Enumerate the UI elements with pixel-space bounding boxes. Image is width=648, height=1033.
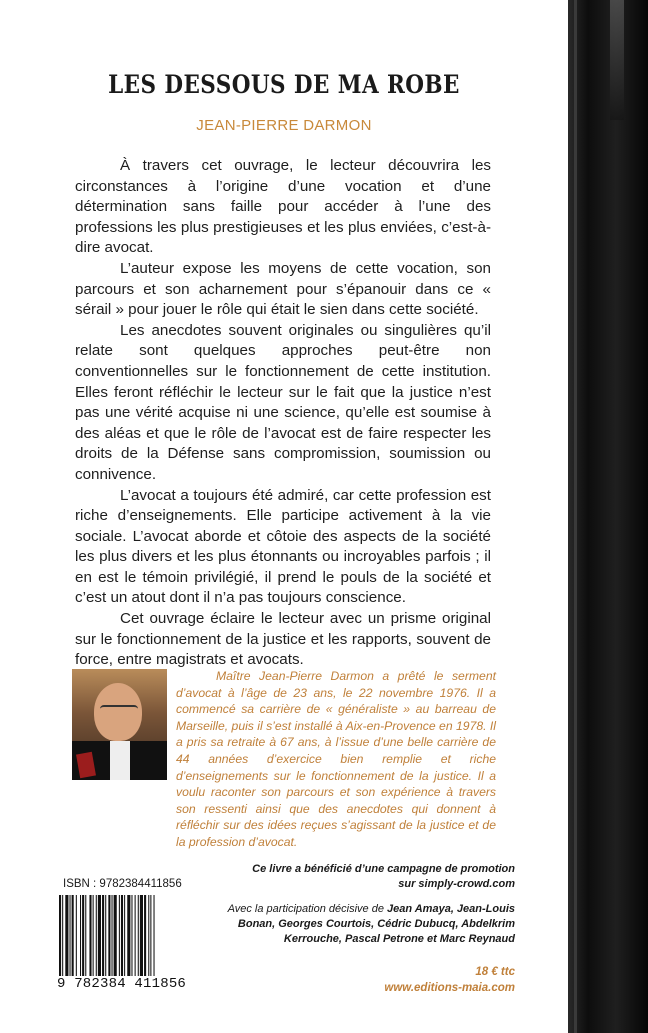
barcode-bar xyxy=(70,895,71,977)
barcode-bar xyxy=(150,895,151,977)
publisher-website: www.editions-maia.com xyxy=(384,982,515,994)
barcode-bar xyxy=(93,895,94,977)
price-block xyxy=(330,964,515,996)
barcode-bar xyxy=(119,895,120,977)
barcode-bar xyxy=(102,895,104,977)
barcode-bar xyxy=(108,895,110,977)
photo-shirt xyxy=(110,741,130,780)
barcode-bar xyxy=(80,895,81,977)
barcode-bar xyxy=(96,895,97,977)
summary-paragraph: Les anecdotes souvent originales ou singulières qu’il relate sont quelques approches peut-être non conventionnelles sur le fonctionnement de cette institution. Elles feront réfléchir le lecteur sur le fait que la justice n’est pas une vérité acquise ni une science, qu’elle est soumise à des aléas et que le rôle de l’avocat est de faire respecter les droits de la Défense sans compromission, soumission ou connivence. xyxy=(75,321,491,483)
isbn-label: ISBN : 9782384411856 xyxy=(63,878,182,890)
photo-glasses xyxy=(100,705,138,716)
barcode-bar xyxy=(82,895,84,977)
barcode-bar xyxy=(89,895,91,977)
summary-paragraph: À travers cet ouvrage, le lecteur découvrira les circonstances à l’origine d’une vocation et d’une détermination sans faille pour accéder à l’une des professions les plus prestigieuses et les plus enviées, c’est-à-dire avocat. xyxy=(75,157,491,257)
author-photo xyxy=(72,669,167,780)
author-bio xyxy=(176,668,496,851)
summary-paragraph: Cet ouvrage éclaire le lecteur avec un prisme original sur le fonctionnement de la justice et les rapports, souvent de force, entre magistrats et avocats. xyxy=(75,610,491,669)
promo-line: Ce livre a bénéficié d’une campagne de promotion xyxy=(252,863,515,875)
promo-note xyxy=(250,862,515,892)
barcode-bar xyxy=(65,895,68,977)
barcode-bar xyxy=(131,895,132,977)
barcode-bar xyxy=(154,895,155,977)
barcode-bar xyxy=(112,895,113,977)
barcode-bar xyxy=(138,895,139,977)
barcode-bar xyxy=(72,895,74,977)
participation-names: Jean Amaya, Jean-Louis Bonan, Georges Courtois, Cédric Dubucq, Abdelkrim Kerrouche, Pascal Petrone et Marc Reynaud xyxy=(237,903,515,945)
barcode-bar xyxy=(114,895,117,977)
barcode-bar xyxy=(144,895,146,977)
spine-shine xyxy=(610,0,624,120)
bio-text: Maître Jean-Pierre Darmon a prêté le serment d’avocat à l’âge de 23 ans, le 22 novembre 1976. Il a commencé sa carrière de « généraliste » au barreau de Marseille, puis il s’est installé à Aix-en-Provence en 1978. Il a pris sa retraite à 67 ans, à l’issue d’une belle carrière de 44 années d’exercice bien remplie et riche d’enseignements sur le fonctionnement de la justice. Il a voulu raconter son parcours et son expérience à travers son ressenti ainsi que des anecdotes qui donnent à réfléchir sur des idées reçues s’agissant de la justice et de la profession d’avocat. xyxy=(176,669,496,849)
book-spine xyxy=(568,0,648,1033)
summary-paragraph: L’avocat a toujours été admiré, car cette profession est riche d’enseignements. Elle participe activement à la vie sociale. L’avocat aborde et côtoie des aspects de la société les plus divers et les plus étonnants ou incroyables parfois ; il en est le témoin privilégié, il prend le pouls de la société et c’est un atout dont il n’a pas toujours conscience. xyxy=(75,486,491,607)
price: 18 € ttc xyxy=(475,966,515,978)
barcode-bar xyxy=(98,895,101,977)
barcode-bar xyxy=(62,895,63,977)
book-author: JEAN-PIERRE DARMON xyxy=(196,117,372,134)
barcode-bar xyxy=(140,895,143,977)
barcode-bar xyxy=(85,895,86,977)
barcode-bar xyxy=(124,895,125,977)
barcode-bar xyxy=(105,895,106,977)
spine-fold xyxy=(574,0,577,1033)
barcode-bar xyxy=(127,895,130,977)
summary-paragraph: L’auteur expose les moyens de cette vocation, son parcours et son acharnement pour s’épanouir dans ce « sérail » pour jouer le rôle qui était le sien dans cette société. xyxy=(75,259,491,319)
barcode-bar xyxy=(148,895,149,977)
barcode-bars xyxy=(57,895,192,977)
book-title: LES DESSOUS DE MA ROBE xyxy=(108,70,460,99)
barcode-digits: 9 782384 411856 xyxy=(57,976,192,996)
barcode-bar xyxy=(135,895,136,977)
barcode-bar xyxy=(59,895,61,977)
promo-link: sur simply-crowd.com xyxy=(398,878,515,890)
book-summary xyxy=(75,156,491,671)
participation-lead: Avec la participation décisive de xyxy=(227,903,384,915)
barcode-bar xyxy=(76,895,77,977)
barcode-bar xyxy=(121,895,123,977)
participation-credits xyxy=(210,902,515,947)
